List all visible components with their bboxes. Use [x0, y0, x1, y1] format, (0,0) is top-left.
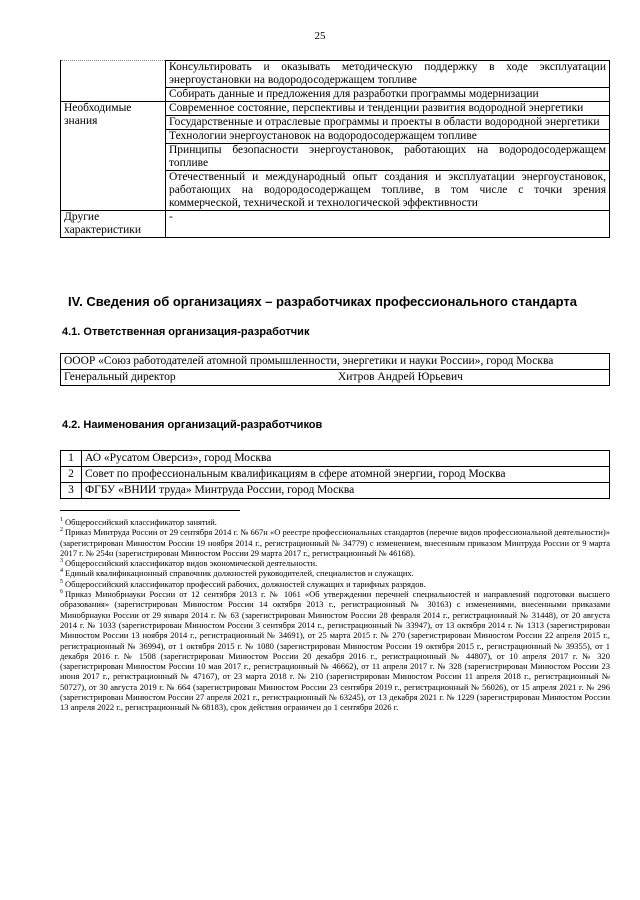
responsible-org-table — [60, 353, 610, 386]
footnote — [60, 517, 610, 527]
org-name: ОООР «Союз работодателей атомной промышленности, энергетики и науки России», город Москва — [61, 354, 610, 370]
table-row — [61, 467, 610, 483]
footnote-text: Приказ Минобрнауки России от 12 сентября 2013 г. № 1061 «Об утверждении перечней специальностей и направлений подготовки высшего образования» (зарегистрирован Минюстом России 14 октября 2013 г., регистрационный № 30163) с изменениями, внесенными приказами Минобрнауки России от 29 января 2014 г. № 63 (зарегистрирован Минюстом России 28 февраля 2014 г., регистрационный № 31448), от 20 августа 2014 г. № 1033 (зарегистрирован Минюстом России 3 сентября 2014 г., регистрационный № 33947), от 13 октября 2014 г. № 1313 (зарегистрирован Минюстом России 13 ноября 2014 г., регистрационный № 34691), от 25 марта 2015 г. № 270 (зарегистрирован Минюстом России 22 апреля 2015 г., регистрационный № 36994), от 1 октября 2015 г. № 1080 (зарегистрирован Минюстом России 19 октября 2015 г., регистрационный № 39355), от 1 декабря 2016 г. № 1508 (зарегистрирован Минюстом России 20 декабря 2016 г., регистрационный № 44807), от 10 апреля 2017 г. № 320 (зарегистрирован Минюстом России 10 мая 2017 г., регистрационный № 46662), от 11 апреля 2017 г. № 328 (зарегистрирован Минюстом России 23 июня 2017 г., регистрационный № 47167), от 23 марта 2018 г. № 210 (зарегистрирован Минюстом России 11 апреля 2018 г., регистрационный № 50727), от 30 августа 2019 г. № 664 (зарегистрирован Минюстом России 23 сентября 2019 г., регистрационный № 56026), от 15 апреля 2021 г. № 296 (зарегистрирован Минюстом России 27 апреля 2021 г., регистрационный № 63245), от 13 декабря 2021 г. № 1229 (зарегистрирован Минюстом России 13 апреля 2022 г., регистрационный № 68183), срок действия ограничен до 1 сентября 2026 г. — [60, 589, 610, 713]
table-row — [61, 451, 610, 467]
row-label: Необходимые знания — [61, 102, 166, 211]
footnote-text: Единый квалификационный справочник должностей руководителей, специалистов и служащих. — [65, 568, 414, 579]
org-position: Генеральный директор — [61, 370, 336, 386]
footnote-divider — [60, 510, 240, 511]
row-label: Другие характеристики — [61, 211, 166, 238]
footnote — [60, 558, 610, 568]
footnotes — [60, 517, 610, 713]
footnote — [60, 527, 610, 558]
footnote-number: 6 — [60, 589, 63, 596]
footnote — [60, 579, 610, 589]
row-number: 3 — [61, 483, 82, 499]
table-row — [61, 211, 610, 238]
footnote — [60, 589, 610, 713]
developers-table — [60, 450, 610, 499]
knowledge-table — [60, 60, 610, 238]
page-number: 25 — [314, 30, 326, 42]
subsection-title-developers: 4.2. Наименования организаций-разработчиков — [62, 419, 323, 431]
footnote-number: 5 — [60, 578, 63, 585]
footnote-text: Приказ Минтруда России от 29 сентября 2014 г. № 667н «О реестре профессиональных стандартов (перечне видов профессиональной деятельности)» (зарегистрирован Минюстом России 19 ноября 2014 г., регистрационный № 34779) с изменением, внесенным приказом Минтруда России от 9 марта 2017 г. № 254н (зарегистрирован Минюстом России 29 марта 2017 г., регистрационный № 46168). — [60, 527, 610, 558]
org-person: Хитров Андрей Юрьевич — [335, 370, 610, 386]
footnote-number: 2 — [60, 527, 63, 534]
table-row — [61, 483, 610, 499]
footnote-number: 4 — [60, 568, 63, 575]
table-cell: Консультировать и оказывать методическую поддержку в ходе эксплуатации энергоустановки на водородосодержащем топливе — [166, 61, 610, 88]
table-row — [61, 370, 610, 386]
row-number: 2 — [61, 467, 82, 483]
footnote-text: Общероссийский классификатор профессий рабочих, должностей служащих и тарифных разрядов. — [65, 578, 426, 589]
table-cell: Государственные и отраслевые программы и проекты в области водородной энергетики — [166, 116, 610, 130]
footnote-text: Общероссийский классификатор занятий. — [65, 517, 217, 527]
row-label — [61, 61, 166, 102]
row-number: 1 — [61, 451, 82, 467]
table-row — [61, 61, 610, 88]
table-cell: Современное состояние, перспективы и тенденции развития водородной энергетики — [166, 102, 610, 116]
table-cell: - — [166, 211, 610, 238]
developer-name: АО «Русатом Оверсиз», город Москва — [82, 451, 610, 467]
developer-name: Совет по профессиональным квалификациям в сфере атомной энергии, город Москва — [82, 467, 610, 483]
table-row — [61, 354, 610, 370]
table-row — [61, 102, 610, 116]
table-cell: Принципы безопасности энергоустановок, работающих на водородосодержащем топливе — [166, 144, 610, 171]
table-cell: Отечественный и международный опыт создания и эксплуатации энергоустановок, работающих на водородосодержащем топливе, в том числе с точки зрения коммерческой, технической и технологической эффективности — [166, 171, 610, 211]
table-cell: Собирать данные и предложения для разработки программы модернизации — [166, 88, 610, 102]
subsection-title-responsible: 4.1. Ответственная организация-разработчик — [62, 326, 310, 338]
footnote-number: 1 — [60, 517, 63, 523]
footnote — [60, 568, 610, 578]
footnote-text: Общероссийский классификатор видов экономической деятельности. — [65, 558, 318, 569]
section-title: IV. Сведения об организациях – разработчиках профессионального стандарта — [68, 294, 577, 309]
developer-name: ФГБУ «ВНИИ труда» Минтруда России, город Москва — [82, 483, 610, 499]
table-cell: Технологии энергоустановок на водородосодержащем топливе — [166, 130, 610, 144]
footnote-number: 3 — [60, 558, 63, 565]
